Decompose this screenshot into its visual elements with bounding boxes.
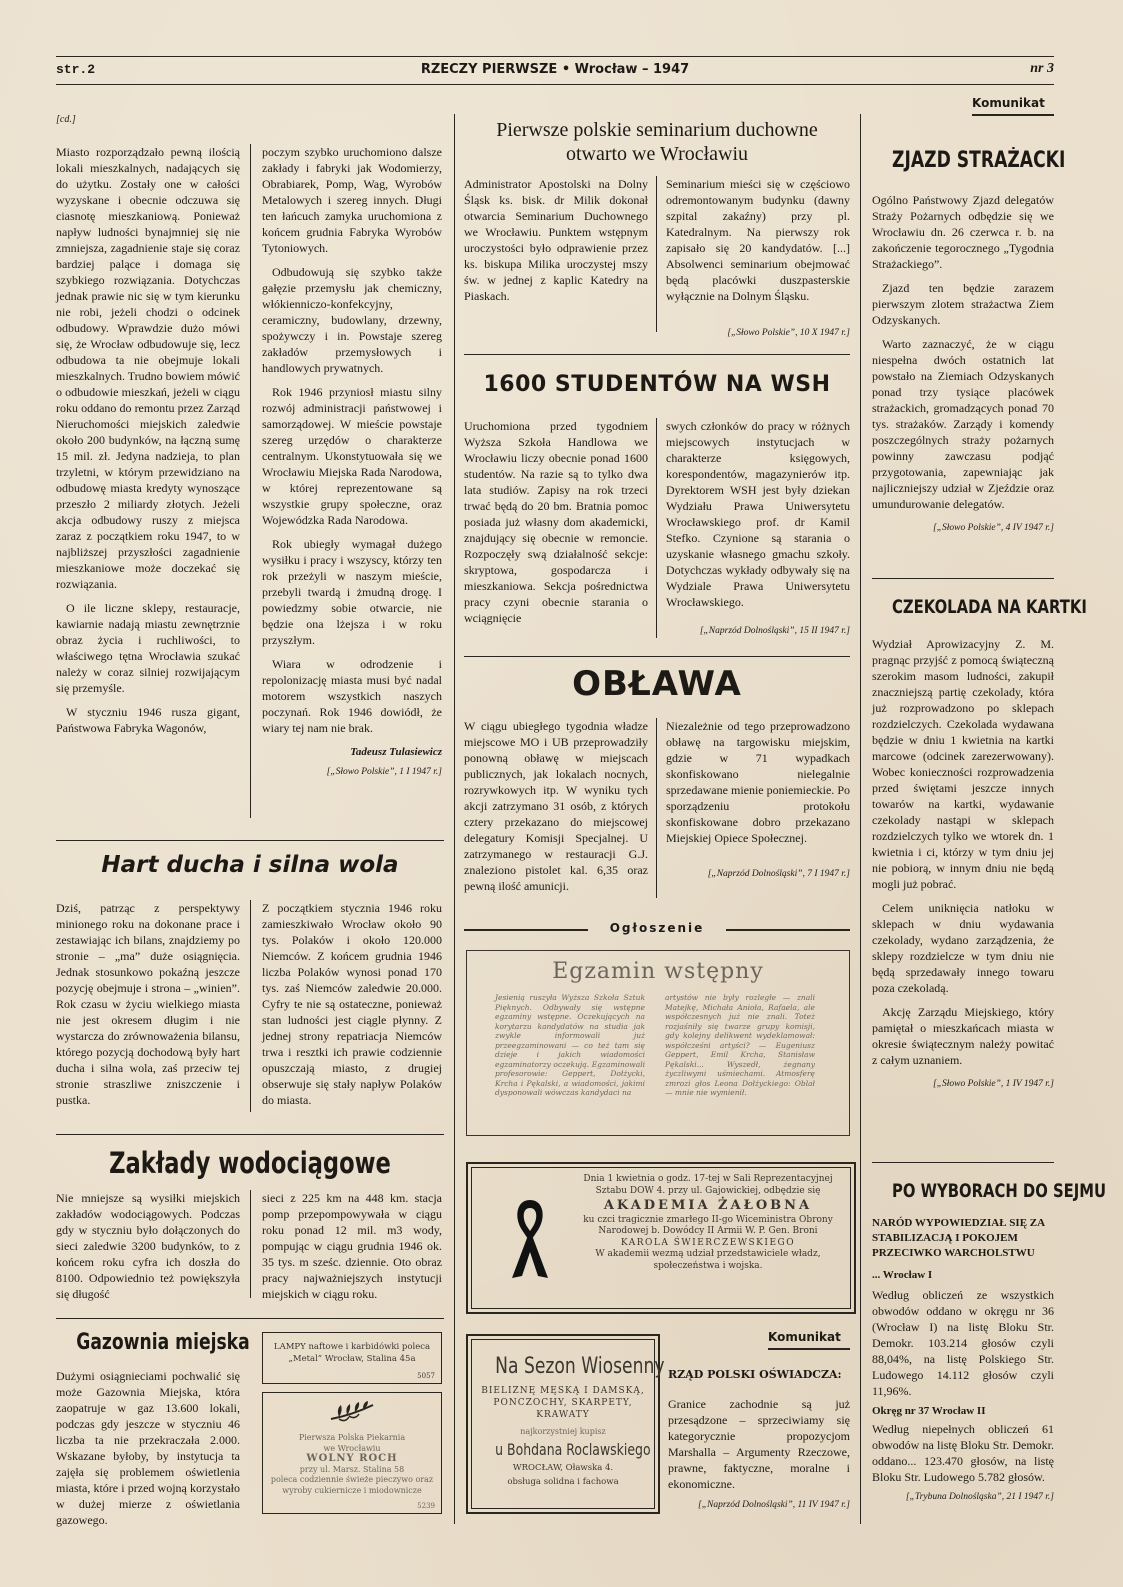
paragraph: Według niepełnych obliczeń 61 obwodów na listę Bloku Str. Demokr. oddano... 123.470 głosów, na listę Bloku Str. Ludowego 5.782 głosów.	[872, 1422, 1054, 1484]
source-note: [„Naprzód Dolnośląski”, 11 IV 1947 r.]	[698, 1500, 850, 1510]
ad-line: najkorzystniej kupisz	[520, 1427, 606, 1436]
paragraph: Według obliczeń ze wszystkich obwodów oddano w okręgu nr 36 (Wrocław I) na listę Bloku Str. Demokr. 103.214 głosów czyli 88,04%, na listę Polskiego Str. Ludowego 14.112 głosów czyli 11,96%.	[872, 1288, 1054, 1398]
paragraph: Zjazd ten będzie zarazem pierwszym zlotem strażactwa Ziem Odzyskanych.	[872, 281, 1054, 327]
source-note: [„Słowo Polskie”, 1 I 1947 r.]	[326, 767, 442, 777]
rule	[464, 354, 850, 355]
ogloszenie-label: Ogłoszenie	[609, 921, 705, 935]
sejm-sub: Okręg nr 37 Wrocław II	[872, 1405, 986, 1417]
akademia-line: W akademii wezmą udział przedstawiciele władz, społeczeństwa i wojska.	[595, 1249, 821, 1271]
issue-number: nr 3	[1030, 61, 1054, 76]
rzad-head: RZĄD POLSKI OŚWIADCZA:	[668, 1368, 842, 1381]
source-note: [„Trybuna Dolnośląska”, 21 I 1947 r.]	[905, 1492, 1054, 1502]
seminarium-title: Pierwsze polskie seminarium duchowne otwarto we Wrocławiu	[496, 119, 818, 165]
ad-line: we Wrocławiu	[323, 1443, 381, 1453]
column-rule	[250, 144, 251, 818]
hart-column-left	[56, 900, 240, 1108]
akademia-notice	[466, 1162, 856, 1314]
hart-column-right	[262, 900, 442, 1108]
wsh-title: 1600 STUDENTÓW NA WSH	[483, 372, 831, 397]
paragraph: Warto zaznaczyć, że w ciągu niespełna dwóch ostatnich lat powstało na Ziemiach Odzyskanych ponad trzy tysiące placówek strażackich, gromadzących ponad 70 tys. strażaków. Zarządy i komendy poszczególnych straży pożarnych powinny zawczasu podjąć przygotowania, zapewniając jak najliczniejszy udział w Zjeździe oraz umundurowanie delegatów.	[872, 337, 1054, 511]
paragraph: Miasto rozporządzało pewną ilością lokali mieszkalnych, nadających się do użytku. Zostały one w całości wyzyskane i obecnie odczuwa się ciasnotę mieszkaniową. Ponieważ napływ ludności bynajmniej się nie zmniejsza, zagadnienie staje się coraz bardziej palące i domaga się szybkiego rozwiązania. Dotychczas jednak prawie nic się w tym kierunku nie robi, jeżeli chodzi o odcinek odbudowy. Wprawdzie dużo mówi się, że Wrocław odbudowuje się, lecz odbudowa ta nie obejmuje lokali mieszkalnych. Trudno bowiem mówić o odbudowie mieszkań, jeżeli w ciągu roku oddano do remontu przez Zarząd Nieruchomości miejskich zaledwie około 200 budynków, na łączną sumę 15 mil. zł. Jedyna nadzieja, to plan trzyletni, w którym przewidziano na odbudowę miasta kredyty wynoszące przeszło 2 miliardy złotych. Jeżeli akcja odbudowy ruszy z miejsca zaraz z początkiem roku 1947, to w najbliższej przyszłości zagadnienie mieszkaniowe może doczekać się rozwiązania.	[56, 145, 240, 591]
section-rule	[860, 114, 861, 1524]
ad-line: obsługa solidna i fachowa	[507, 1477, 619, 1487]
paragraph: Akcję Zarządu Miejskiego, który pamiętał o mieszkańcach miasta w okresie świątecznym należy powitać z całym uznaniem.	[872, 1005, 1054, 1067]
rule	[464, 929, 588, 931]
ad-line: przy ul. Marsz. Stalina 58	[299, 1464, 405, 1474]
source-note: [„Słowo Polskie”, 10 X 1947 r.]	[727, 328, 850, 338]
ad-line: WROCŁAW, Oławska 4.	[512, 1463, 614, 1473]
rule	[56, 1134, 444, 1135]
masthead: RZECZY PIERWSZE • Wrocław – 1947	[420, 62, 690, 77]
column-rule	[250, 1190, 251, 1298]
paragraph: Wiara w odrodzenie i repolonizację miasta musi być nadal motorem wszystkich naszych poczynań. Rok 1946 dowiódł, że wiary tej nam nie brak.	[262, 657, 442, 735]
ad-sezon-title: Na Sezon Wiosenny	[495, 1354, 665, 1379]
wsh-right-text: swych członków do pracy w różnych miejscowych instytucjach w charakterze księgowych, korespondentów, magazynierów itp. Dyrektorem WSH jest były dziekan Wydziału Prawa Uniwersytetu Wrocławskiego prof. dr Kamil Stefko. Czynione są starania o uzyskanie własnego gmachu szkoły. Dotychczas wykłady odbywały się na Wydziale Prawa Uniwersytetu Wrocławskiego.	[666, 419, 850, 609]
rule	[464, 656, 850, 657]
rule	[56, 1318, 444, 1319]
ad-line: Pierwsza Polska Piekarnia	[298, 1433, 406, 1442]
hart-title: Hart ducha i silna wola	[101, 852, 399, 878]
rule	[872, 578, 1054, 579]
article-column-1	[56, 144, 240, 744]
akademia-name: KAROLA ŚWIERCZEWSKIEGO	[620, 1237, 796, 1248]
oblawa-column-right	[666, 718, 850, 846]
paragraph: Rok 1946 przyniosł miastu silny rozwój administracji państwowej i samorządowej. W mieście powstaje szereg urzędów o charakterze centralnym. Ukonstytuowała się we Wrocławiu Miejska Rada Narodowa, w której reprezentowane są wszystkie grupy społeczne, oraz Wojewódzka Rada Narodowa.	[262, 385, 442, 527]
akademia-line: ku czci tragicznie zmarłego II-go Wiceministra Obrony Narodowej b. Dowódcy II Armii W. P. Gen. Broni	[583, 1214, 833, 1236]
wsh-column-right	[666, 418, 850, 610]
oblawa-right-text: Niezależnie od tego przeprowadzono obławę na targowisku miejskim, gdzie w 71 wypadkach skonfiskowano nielegalnie sprzedawane mienie poniemieckie. Po sporządzeniu protokołu skonfiskowane dobro przekazano Miejskiej Opiece Społecznej.	[666, 719, 850, 845]
wod-left-text: Nie mniejsze są wysiłki miejskich zakładów wodociągowych. Podczas gdy w styczniu było dołączonych do sieci zaledwie 3200 budynków, to z końcem roku cyfra ich doszła do 8100. Odpowiednio też powiększyła się długość	[56, 1191, 240, 1301]
ad-line: poleca codziennie świeże pieczywo oraz wyroby cukiernicze i miodownicze	[270, 1475, 434, 1495]
ad-code: 5239	[417, 1502, 435, 1510]
rule	[726, 929, 850, 931]
wod-column-right	[262, 1190, 442, 1302]
paragraph: Odbudowują się szybko także gałęzie przemysłu jak chemiczny, włókienniczo-konfekcyjny, ceramiczny, budowlany, drzewny, spożywczy i in. Powstaje szereg zakładów przemysłowych i handlowych prywatnych.	[262, 265, 442, 375]
rule	[768, 1348, 850, 1350]
author: Tadeusz Tulasiewicz	[350, 746, 442, 758]
ad-shop: u Bohdana Roclawskiego	[495, 1440, 651, 1459]
egzamin-title: Egzamin wstępny	[552, 959, 764, 984]
wsh-left-text: Uruchomiona przed tygodniem Wyższa Szkoła Handlowa we Wrocławiu liczy obecnie ponad 1600 studentów. Na razie są to tylko dwa lata studiów. Zapisy na rok trzeci trwać będą do 20 bm. Bratnia pomoc posiada już własny dom akademicki, znajdujący się obecnie w remoncie. Rozpoczęły swą działalność sekcje: skryptowa, gospodarcza i mieszkaniowa. Sekcja pośrednictwa pracy czyni obecnie starania o wciągnięcie	[464, 419, 648, 625]
ad-line: WOLNY ROCH	[306, 1453, 398, 1464]
paragraph: Wydział Aprowizacyjny Z. M. pragnąc przyjść z pomocą świąteczną szerokim masom ludności, zakupił znaczniejszą partię czekolady, która już rozprowadzono po sklepach rozdzielczych. Czekolada wydawana będzie w dniu 1 kwietnia na kartki marcowe (odcinek zarezerwowany). Wobec konieczności rozprowadzenia przed świętami jeszcze innych towarów na kartki, wydawanie czekolady nastąpi w sklepach rozdzielczych tylko we wtorek dn. 1 kwietnia i ci, którzy w tym dniu jej nie pobiorą, w innym dniu nie będą mogli już pobrać.	[872, 637, 1054, 891]
header-top-rule	[56, 56, 1054, 57]
seminarium-right-text: Seminarium mieści się w częściowo odremontowanym budynku (dawny szpital zakaźny) przy pl. Katedralnym. Na pierwszy rok zapisało się 20 kandydatów. [...] Absolwenci seminarium obejmować będą placówki duszpasterskie wyłącznie na Dolnym Śląsku.	[666, 177, 850, 303]
seminarium-column-right	[666, 176, 850, 304]
column-rule	[656, 418, 657, 638]
wod-right-text: sieci z 225 km na 448 km. stacja pomp przepompowywała w ciągu roku ponad 12 mil. m3 wody, pompując w ciągu grudnia 1946 ok. 35 tys. m sześc. dziennie. Oto obraz pracy najważniejszych instytucji miejskich w ciągu roku.	[262, 1191, 442, 1301]
seminarium-column-left	[464, 176, 648, 304]
ad-sezon-wiosenny	[466, 1334, 665, 1514]
ad-sezon-text	[476, 1354, 665, 1487]
paragraph: Celem uniknięcia natłoku w sklepach w dniu wydawania czekolady, wydano zarządzenia, że sklepy rozdzielcze w tym dniu nie będą sprzedawały innego towaru poza czekoladą.	[872, 901, 1054, 995]
akademia-line: Dnia 1 kwietnia o godz. 17-tej w Sali Reprezentacyjnej Sztabu DOW 4. przy ul. Gajowickiej, odbędzie się	[583, 1174, 833, 1196]
zjazd-label: Komunikat	[972, 96, 1045, 110]
rzad-text: Granice zachodnie są już przesądzone – sprzeciwiamy się kategorycznie propozycjom Marshalla – Argumenty Rzeczowe, prawne, faktyczne, moralne i ekonomiczne.	[668, 1397, 850, 1491]
source-note: [„Słowo Polskie”, 4 IV 1947 r.]	[933, 523, 1054, 533]
continued-marker: [cd.]	[56, 114, 76, 125]
rzad-label: Komunikat	[768, 1330, 841, 1344]
egzamin-left: Jesienią ruszyła Wyższa Szkoła Sztuk Pięknych. Odbywały się wstępne egzaminy wstępne. Oczekujących na korytarzu kandydatów na studia jak zwykle informowali już przeegzaminowani — co też tam się dzieje i jakich wiadomości egzaminatorzy oczekują. Egzaminowali profesorowie: Geppert, Dołżycki, Krcha i Pękalski, a wiadomości, jakimi dysponowali wówczas kandydaci na	[495, 993, 645, 1097]
wod-column-left	[56, 1190, 240, 1302]
wod-title: Zakłady wodociągowe	[109, 1146, 391, 1180]
column-rule	[656, 176, 657, 332]
rule	[872, 1162, 1054, 1163]
hart-right-text: Z początkiem stycznia 1946 roku zamieszkiwało Wrocław około 90 tys. Polaków i około 120.000 Niemców. Z końcem grudnia 1946 liczba Polaków wynosi ponad 170 tys. zaś Niemców zaledwie 20.000. Cyfry te nie są ostateczne, ponieważ stan ludności jest ciągle płynny. Z jednej strony repatriacja Niemców trwa i resztki ich prawie codziennie opuszczają miasto, z drugiej obserwuje się stały napływ Polaków do miasta.	[262, 901, 442, 1107]
source-note: [„Naprzód Dolnośląski”, 7 I 1947 r.]	[707, 869, 850, 879]
oblawa-left-text: W ciągu ubiegłego tygodnia władze miejscowe MO i UB przeprowadziły ponowną obławę w miejscach publicznych, jak lokalach nocnych, rozrywkowych itp. W wyniku tych akcji zatrzymano 31 osób, z których cztery przekazano do miejscowej delegatury Komisji Specjalnej. U zatrzymanego w restauracji G.J. znaleziono pistolet kal. 6,35 oraz pewną ilość amunicji.	[464, 719, 648, 893]
gaz-text: Dużymi osiągnieciami pochwalić się może Gazownia Miejska, która zaopatruje w gaz 13.600 lokali, podczas gdy jeszcze w styczniu 46 liczba ta nie przekraczała 2.000. Wskazane byłoby, by instytucja ta zajęła się problemem oświetlenia miasta, które i przed wojną korzystało w dużej mierze z oświetlania gazowego.	[56, 1369, 240, 1527]
oblawa-column-left	[464, 718, 648, 894]
paragraph: W styczniu 1946 rusza gigant, Państwowa Fabryka Wagonów,	[56, 705, 240, 735]
sejm-sub: ... Wrocław I	[872, 1269, 933, 1281]
zjazd-title: ZJAZD STRAŻACKI	[892, 148, 1066, 173]
mourning-ribbon-icon	[508, 1196, 552, 1282]
oblawa-title: OBŁAWA	[572, 664, 742, 704]
ad-lampy-text: LAMPY naftowe i karbidówki poleca „Metal” Wrocław, Stalina 45a	[273, 1342, 431, 1364]
rule	[972, 114, 1054, 116]
source-note: [„Naprzód Dolnośląski”, 15 II 1947 r.]	[699, 626, 850, 636]
ad-line: BIELIZNĘ MĘSKĄ I DAMSKĄ, PONCZOCHY, SKARPETY, KRAWATY	[481, 1386, 645, 1420]
seminarium-left-text: Administrator Apostolski na Dolny Śląsk ks. bisk. dr Milik dokonał otwarcia Seminarium Duchownego we Wrocławiu. Punktem wstępnym uroczystości było odprawienie przez ks. biskupa Milika uroczystej mszy św. w jednej z kaplic Katedry na Piaskach.	[464, 177, 648, 303]
paragraph: Ogólno Państwowy Zjazd delegatów Straży Pożarnych odbędzie się we Wrocławiu dn. 26 czerwca r. b. na zakończenie tegorocznego „Tygodnia Strażackiego”.	[872, 193, 1054, 271]
hart-left-text: Dziś, patrząc z perspektywy minionego roku na dokonane prace i zestawiając ich bilans, znajdziemy po stronie – „ma” duże osiągnięcia. Jednak stosunkowo pokaźną jeszcze pozycję obejmuje i strona – „winien”. Rok czasu w życiu wielkiego miasta nie jest okresem długim i nie wystarcza do zrównoważenia bilansu, którego pozycją dochodową były hart ducha i silna wola, zaś przeciw tej stronie straszliwe zniszczenie i pustka.	[56, 901, 240, 1107]
column-rule	[656, 718, 657, 898]
section-rule	[454, 114, 455, 1524]
ad-piekarnia-text	[269, 1433, 435, 1496]
wsh-column-left	[464, 418, 648, 626]
wheat-icon	[327, 1401, 377, 1423]
paragraph: Rok ubiegły wymagał dużego wysiłku i pracy i wszyscy, którzy ten rok przeżyli w naszym mieście, przebyli twardą i żmudną drogę. I powiedzmy sobie otwarcie, nie będzie ona lżejsza i w roku przyszłym.	[262, 537, 442, 647]
rule	[56, 840, 444, 841]
egzamin-right: artystów nie były rozległe — znali Matejkę, Michała Anioła, Rafaela, ale współczesnych już nie znali. Toteż rozjaśniły się twarze grupy komisji, gdy kolejny delikwent wydeklamował: współcześni artyści? — Eugeniusz Geppert, Emil Krcha, Stanisław Pękalski... Wyszedł, żegnany życzliwymi uśmiechami. Atmosferę zmrozi głos Leona Dołżyckiego: Oblał — mnie nie wymienił.	[665, 993, 815, 1097]
column-rule	[250, 900, 251, 1112]
sejm-headline: NARÓD WYPOWIEDZIAŁ SIĘ ZA STABILIZACJĄ I POKOJEM PRZECIWKO WARCHOLSTWU	[872, 1217, 1045, 1259]
akademia-title: AKADEMIA ŻAŁOBNA	[603, 1198, 813, 1213]
page-number: str.2	[56, 62, 96, 77]
czekolada-title: CZEKOLADA NA KARTKI	[892, 596, 1087, 618]
source-note: [„Słowo Polskie”, 1 IV 1947 r.]	[933, 1079, 1054, 1089]
egzamin-clipping	[466, 950, 850, 1136]
sejm-text	[872, 1216, 1054, 1505]
akademia-text	[578, 1174, 838, 1272]
zjazd-text	[872, 192, 1054, 536]
gaz-title: Gazownia miejska	[76, 1330, 250, 1355]
paragraph: poczym szybko uruchomiono dalsze zakłady i fabryki jak Wodomierzy, Obrabiarek, Pomp, Wag, Wyrobów Metalowych i szereg innych. Długi ten łańcuch zamyka uruchomiona z końcem grudnia Fabryka Wyrobów Tytoniowych.	[262, 145, 442, 255]
ad-lampy	[262, 1332, 442, 1384]
article-column-2	[262, 144, 442, 780]
ad-piekarnia	[262, 1392, 442, 1514]
czekolada-text	[872, 636, 1054, 1092]
sejm-title: PO WYBORACH DO SEJMU	[892, 1180, 1107, 1202]
ad-code: 5057	[417, 1372, 435, 1380]
header-bottom-rule	[56, 84, 1054, 85]
paragraph: O ile liczne sklepy, restauracje, kawiarnie nadają miastu zewnętrznie obraz życia i ruchliwości, to właściwego tętna Wrocławia szukać należy w coraz silniej rozwijającym się przemyśle.	[56, 601, 240, 695]
